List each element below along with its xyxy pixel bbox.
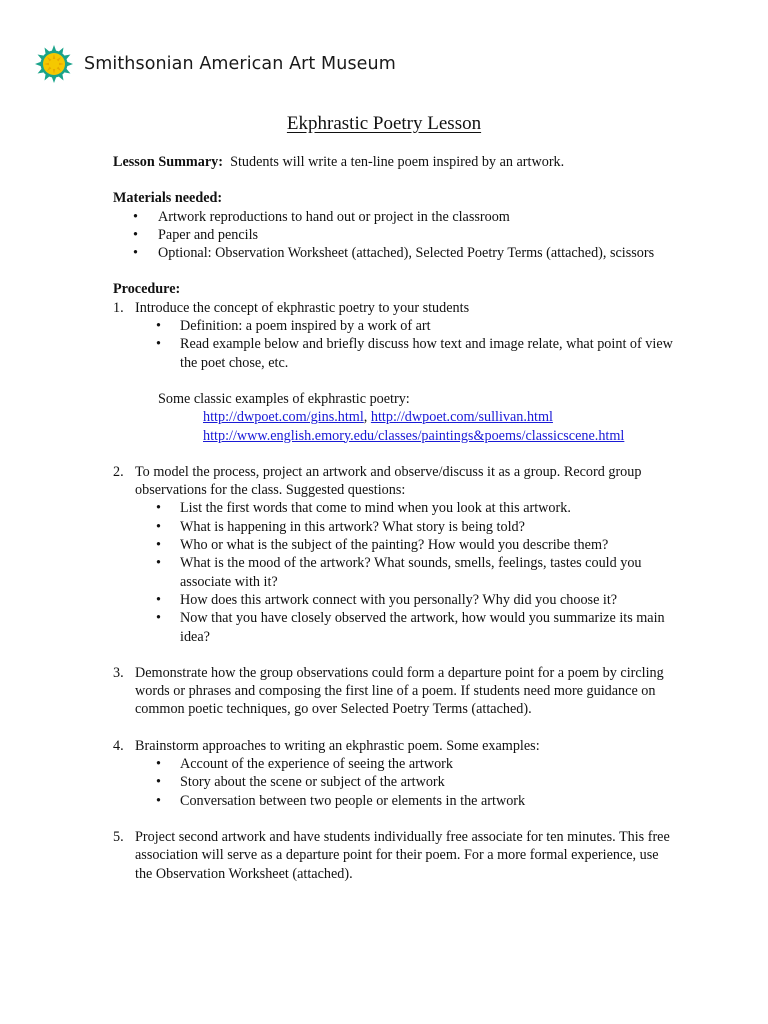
step-text: Introduce the concept of ekphrastic poetry to your students — [135, 299, 470, 316]
procedure-heading: Procedure: — [113, 281, 181, 298]
example-link-gins[interactable]: http://dwpoet.com/gins.html — [203, 409, 364, 426]
step-1-bullets — [113, 317, 673, 372]
example-link-sullivan[interactable]: http://dwpoet.com/sullivan.html — [370, 409, 553, 426]
procedure-step-5 — [113, 828, 673, 883]
step-text: To model the process, project an artwork and observe/discuss it as a group. Record group observations for the class. Suggested questions: — [135, 463, 642, 499]
org-name: Smithsonian American Art Museum — [84, 53, 396, 74]
example-link-emory[interactable]: http://www.english.emory.edu/classes/paintings&poems/classicscene.html — [203, 427, 625, 444]
examples-intro: Some classic examples of ekphrastic poetry: — [158, 390, 410, 407]
list-item: • Optional: Observation Worksheet (attached), Selected Poetry Terms (attached), scissors — [113, 244, 673, 262]
list-item: • Read example below and briefly discuss how text and image relate, what point of view the poet chose, etc. — [113, 335, 673, 372]
list-item: • Who or what is the subject of the painting? How would you describe them? — [113, 536, 673, 554]
lesson-summary — [113, 153, 673, 171]
list-item: • Story about the scene or subject of the artwork — [113, 773, 673, 791]
step-text: Demonstrate how the group observations could form a departure point for a poem by circling words or phrases and composing the first line of a poem. If students need more guidance on common poetic techniques, go over Selected Poetry Terms (attached). — [135, 664, 664, 718]
step-text: Project second artwork and have students individually free associate for ten minutes. This free association will serve as a departure point for their poem. For a more formal experience, use the Observation Worksheet (attached). — [135, 828, 670, 882]
list-item: • What is happening in this artwork? What story is being told? — [113, 518, 673, 536]
materials-heading: Materials needed: — [113, 190, 223, 207]
example-links — [113, 408, 673, 445]
list-item: • Account of the experience of seeing the artwork — [113, 755, 673, 773]
step-number: 3. — [113, 664, 124, 681]
list-item: • List the first words that come to mind when you look at this artwork. — [113, 499, 673, 517]
step-number: 4. — [113, 737, 124, 754]
link-separator: , — [363, 409, 371, 426]
step-number: 1. — [113, 299, 124, 316]
list-item: • Artwork reproductions to hand out or project in the classroom — [113, 208, 673, 226]
list-item: • Paper and pencils — [113, 226, 673, 244]
lesson-body — [113, 153, 673, 883]
lesson-summary-label: Lesson Summary: — [113, 154, 223, 170]
list-item: • Now that you have closely observed the artwork, how would you summarize its main idea? — [113, 609, 673, 646]
smithsonian-logo — [34, 43, 396, 85]
procedure-step-2 — [113, 463, 673, 500]
step-4-bullets — [113, 755, 673, 810]
lesson-summary-text: Students will write a ten-line poem inspired by an artwork. — [230, 154, 565, 170]
procedure-step-1 — [113, 299, 673, 317]
step-number: 2. — [113, 463, 124, 480]
list-item: • How does this artwork connect with you personally? Why did you choose it? — [113, 591, 673, 609]
materials-list — [113, 208, 673, 263]
list-item: • Definition: a poem inspired by a work of art — [113, 317, 673, 335]
list-item: • Conversation between two people or elements in the artwork — [113, 792, 673, 810]
step-text: Brainstorm approaches to writing an ekphrastic poem. Some examples: — [135, 737, 540, 754]
step-number: 5. — [113, 828, 124, 845]
list-item: • What is the mood of the artwork? What sounds, smells, feelings, tastes could you associate with it? — [113, 554, 673, 591]
procedure-step-4 — [113, 737, 673, 755]
page-title: Ekphrastic Poetry Lesson — [286, 113, 482, 134]
step-2-bullets — [113, 499, 673, 645]
sun-logo-icon — [34, 44, 74, 84]
procedure-step-3 — [113, 664, 673, 719]
